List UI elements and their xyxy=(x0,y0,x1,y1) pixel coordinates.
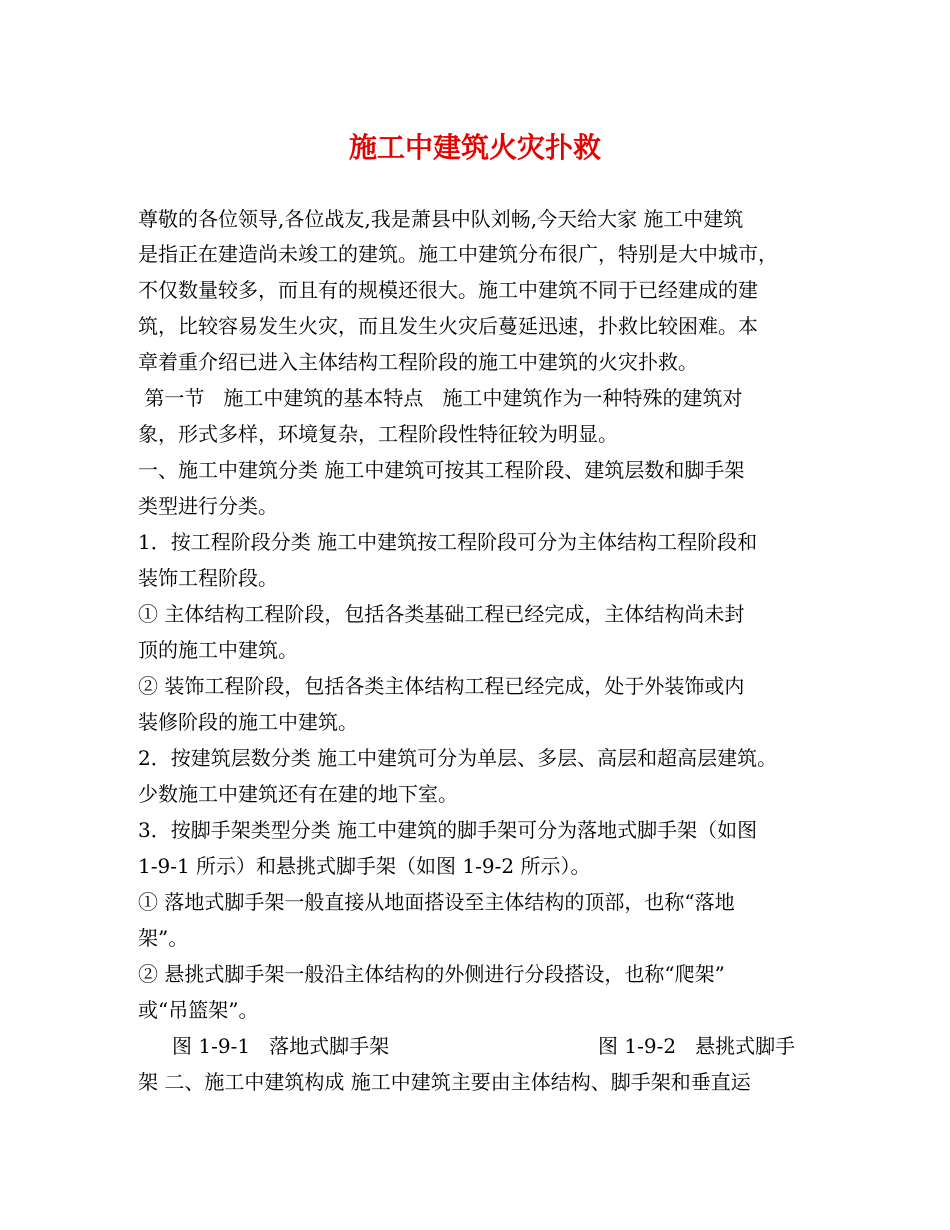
paragraph-line: 1-9-1 所示）和悬挑式脚手架（如图 1-9-2 所示）。 xyxy=(138,854,591,878)
paragraph-line: ① 主体结构工程阶段，包括各类基础工程已经完成，主体结构尚未封 xyxy=(138,602,745,626)
paragraph-line: 或“吊篮架”。 xyxy=(138,998,259,1022)
paragraph-line: 架”。 xyxy=(138,926,189,950)
paragraph-line: 架 二、施工中建筑构成 施工中建筑主要由主体结构、脚手架和垂直运 xyxy=(138,1070,751,1094)
paragraph-line: 顶的施工中建筑。 xyxy=(138,638,298,662)
paragraph-line: 象，形式多样，环境复杂，工程阶段性特征较为明显。 xyxy=(138,422,618,446)
paragraph-line: 不仅数量较多，而且有的规模还很大。施工中建筑不同于已经建成的建 xyxy=(138,278,758,302)
figure-caption-left: 图 1-9-1 落地式脚手架 xyxy=(172,1034,390,1058)
paragraph-line: 2．按建筑层数分类 施工中建筑可分为单层、多层、高层和超高层建筑。 xyxy=(138,746,778,770)
paragraph-line: 尊敬的各位领导,各位战友,我是萧县中队刘畅,今天给大家 施工中建筑 xyxy=(138,207,744,231)
paragraph-line: 一、施工中建筑分类 施工中建筑可按其工程阶段、建筑层数和脚手架 xyxy=(138,458,745,482)
paragraph-line: 是指正在建造尚未竣工的建筑。施工中建筑分布很广，特别是大中城市， xyxy=(138,242,778,266)
section-heading-line: 第一节 施工中建筑的基本特点 施工中建筑作为一种特殊的建筑对 xyxy=(138,386,743,410)
paragraph-line: 少数施工中建筑还有在建的地下室。 xyxy=(138,782,458,806)
paragraph-line: 类型进行分类。 xyxy=(138,494,278,518)
paragraph-line: ① 落地式脚手架一般直接从地面搭设至主体结构的顶部，也称“落地 xyxy=(138,890,735,914)
paragraph-line: ② 悬挑式脚手架一般沿主体结构的外侧进行分段搭设，也称“爬架” xyxy=(138,962,725,986)
paragraph-line: 装饰工程阶段。 xyxy=(138,566,278,590)
paragraph-line: 1．按工程阶段分类 施工中建筑按工程阶段可分为主体结构工程阶段和 xyxy=(138,530,758,554)
paragraph-line: 筑，比较容易发生火灾，而且发生火灾后蔓延迅速，扑救比较困难。本 xyxy=(138,314,758,338)
figure-caption-right: 图 1-9-2 悬挑式脚手 xyxy=(598,1034,796,1058)
paragraph-line: 装修阶段的施工中建筑。 xyxy=(138,710,358,734)
paragraph-line: ② 装饰工程阶段，包括各类主体结构工程已经完成，处于外装饰或内 xyxy=(138,674,745,698)
paragraph-line: 章着重介绍已进入主体结构工程阶段的施工中建筑的火灾扑救。 xyxy=(138,350,698,374)
paragraph-line: 3．按脚手架类型分类 施工中建筑的脚手架可分为落地式脚手架（如图 xyxy=(138,818,758,842)
document-title: 施工中建筑火灾扑救 xyxy=(348,131,601,164)
